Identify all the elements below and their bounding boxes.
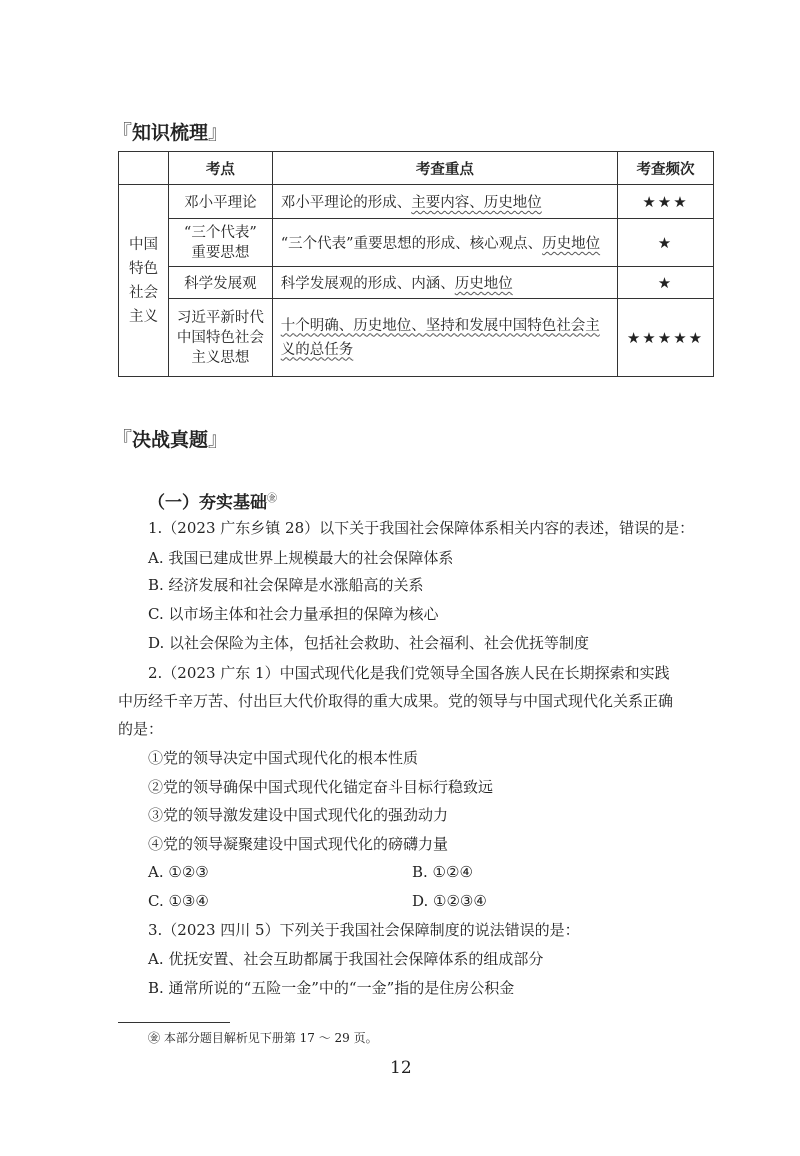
page-number: 12 xyxy=(390,1058,412,1078)
group-label-line: 中国 xyxy=(128,236,158,253)
question-stem: 3.（2023 四川 5）下列关于我国社会保障制度的说法错误的是： xyxy=(148,921,580,939)
question-stem: 1.（2023 广东乡镇 28）以下关于我国社会保障体系相关内容的表述，错误的是： xyxy=(148,519,695,537)
question-option: D. ①②③④ xyxy=(412,892,487,910)
table-header: 考查重点 xyxy=(272,152,617,185)
statement-item: ②党的领导确保中国式现代化锚定奋斗目标行稳致远 xyxy=(148,778,494,796)
table-header: 考查频次 xyxy=(617,152,713,185)
question-option: A. 我国已建成世界上规模最大的社会保障体系 xyxy=(148,549,454,567)
question-stem: 中历经千辛万苦、付出巨大代价取得的重大成果。党的领导与中国式现代化关系正确 xyxy=(118,692,674,710)
statement-item: ③党的领导激发建设中国式现代化的强劲动力 xyxy=(148,806,449,824)
table-row xyxy=(119,267,714,299)
table-row xyxy=(119,299,714,377)
table-header: 考点 xyxy=(168,152,272,185)
table-row xyxy=(119,185,714,219)
exam-point-cell: 科学发展观 xyxy=(168,267,272,299)
knowledge-table xyxy=(118,151,714,377)
note-mark-icon: ㊎ xyxy=(267,493,277,505)
question-option: B. 经济发展和社会保障是水涨船高的关系 xyxy=(148,576,424,594)
question-option: C. 以市场主体和社会力量承担的保障为核心 xyxy=(148,605,439,623)
question-stem: 的是： xyxy=(118,720,164,738)
question-option: B. ①②④ xyxy=(412,863,473,881)
frequency-stars: ★ xyxy=(617,267,713,299)
group-label-line: 社会 xyxy=(128,284,158,301)
footnote-divider xyxy=(118,1022,230,1023)
group-label-cell xyxy=(119,185,169,377)
question-option: B. 通常所说的“五险一金”中的“一金”指的是住房公积金 xyxy=(148,979,515,997)
group-label-line: 特色 xyxy=(128,260,158,277)
exam-focus-cell: 科学发展观的形成、内涵、历史地位 xyxy=(272,267,617,299)
table-row xyxy=(119,219,714,267)
subsection-title: （一）夯实基础㊎ xyxy=(148,493,277,513)
exam-focus-cell: 邓小平理论的形成、主要内容、历史地位 xyxy=(272,185,617,219)
question-option: D. 以社会保险为主体，包括社会救助、社会福利、社会优抚等制度 xyxy=(148,634,590,652)
section-title-text: 决战真题 xyxy=(132,429,209,451)
exam-point-cell: 邓小平理论 xyxy=(168,185,272,219)
footnote: ㊎ 本部分题目解析见下册第 17 ～ 29 页。 xyxy=(148,1031,378,1045)
exam-point-cell: “三个代表” 重要思想 xyxy=(168,219,272,267)
group-label-line: 主义 xyxy=(128,308,158,325)
table-header-corner xyxy=(119,152,169,185)
section-title-knowledge: 『知识梳理』 xyxy=(112,120,229,144)
question-stem: 2.（2023 广东 1）中国式现代化是我们党领导全国各族人民在长期探索和实践 xyxy=(148,664,670,682)
question-option: A. 优抚安置、社会互助都属于我国社会保障体系的组成部分 xyxy=(148,950,544,968)
frequency-stars: ★ xyxy=(617,219,713,267)
exam-point-cell: 习近平新时代 中国特色社会 主义思想 xyxy=(168,299,272,377)
exam-focus-cell: 十个明确、历史地位、坚持和发展中国特色社会主 义的总任务 xyxy=(272,299,617,377)
table-header-row xyxy=(119,152,714,185)
statement-item: ①党的领导决定中国式现代化的根本性质 xyxy=(148,749,419,767)
section-title-exam: 『决战真题』 xyxy=(112,427,229,451)
frequency-stars: ★★★★★ xyxy=(617,299,713,377)
statement-item: ④党的领导凝聚建设中国式现代化的磅礴力量 xyxy=(148,835,449,853)
section-title-text: 知识梳理 xyxy=(132,122,209,144)
exam-focus-cell: “三个代表”重要思想的形成、核心观点、历史地位 xyxy=(272,219,617,267)
question-option: A. ①②③ xyxy=(148,863,209,881)
frequency-stars: ★★★ xyxy=(617,185,713,219)
question-option: C. ①③④ xyxy=(148,892,209,910)
